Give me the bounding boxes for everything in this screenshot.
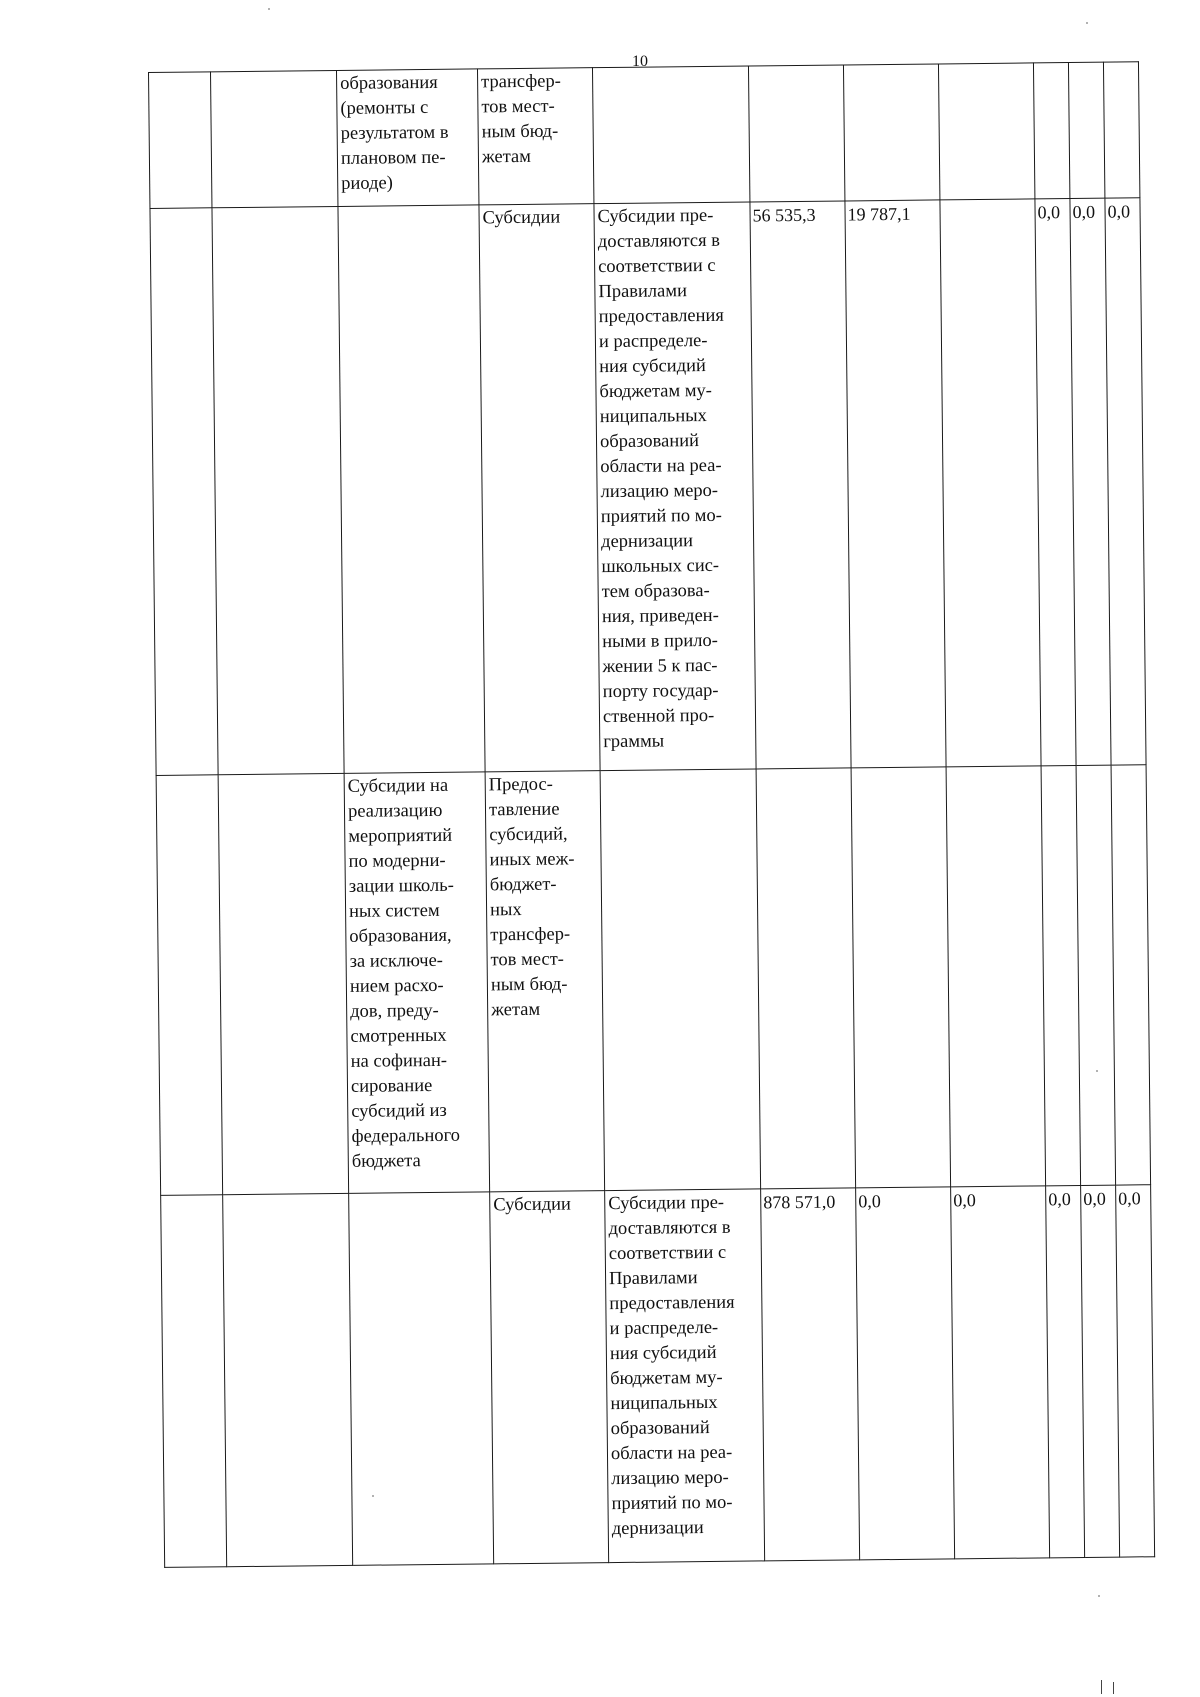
amount-cell: 0,0 [951,1186,1050,1559]
amount-cell [1076,765,1116,1185]
amount-cell: 0,0 [1046,1185,1085,1557]
amount-cell [1041,765,1081,1185]
table-cell [156,775,223,1196]
measure-name-cell [349,1192,494,1566]
scan-speck [1098,1595,1100,1597]
scan-edge-mark [1101,1680,1102,1694]
table-row [149,62,1140,209]
expense-type-cell: Субсидии [490,1191,609,1564]
expense-type-cell: Субсидии [479,204,600,772]
table-row [161,1185,1155,1568]
condition-cell: Субсидии пре- доставляются в соответствии с Правилами предоставления и распределе- ния субсидий бюджетам му- ниципальных образований области на реа- лизацию меро- приятий по мо- дернизации школьных сис- тем образова- ния, приведен- ными в прило- жении 5 к пас- порту государ- ственной про- граммы [594,202,756,771]
amount-cell [1068,62,1104,198]
amount-cell: 56 535,3 [750,201,851,769]
table-cell [218,773,349,1194]
amount-cell [843,64,939,201]
scan-edge-mark [1113,1682,1114,1694]
amount-cell [756,768,856,1189]
table-cell [212,206,344,774]
measure-name-cell: Субсидии на реализацию мероприятий по модерни- зации школь- ных систем образования, за исключе- нием расхо- дов, преду- смотренных на софинан- сирование субсидий из федерального бюджета [344,772,490,1194]
amount-cell [938,63,1034,200]
table-row [156,765,1150,1196]
amount-cell: 19 787,1 [845,200,946,768]
amount-cell: 878 571,0 [761,1188,860,1561]
measure-name-cell: образования (ремонты с результатом в плановом пе- риоде) [336,69,478,207]
amount-cell [940,199,1041,767]
subsidy-table [148,61,1155,1568]
measure-name-cell [338,205,485,773]
table-cell [150,208,218,776]
amount-cell: 0,0 [1035,199,1076,766]
amount-cell: 0,0 [856,1187,955,1560]
table-cell [161,1195,227,1568]
condition-cell [600,769,761,1191]
table-row [150,198,1146,776]
amount-cell [1111,765,1151,1185]
condition-cell [592,66,749,204]
amount-cell [748,65,844,202]
scan-speck [268,8,270,10]
page-number: 10 [632,53,648,70]
amount-cell [851,767,951,1188]
expense-type-cell: трансфер- тов мест- ным бюд- жетам [477,68,593,205]
expense-type-cell: Предос- тавление субсидий, иных меж- бюджет- ных трансфер- тов мест- ным бюд- жетам [485,771,605,1192]
scan-speck [372,1495,374,1497]
amount-cell [946,766,1046,1187]
condition-cell: Субсидии пре- доставляются в соответствии с Правилами предоставления и распределе- ния субсидий бюджетам му- ниципальных образований области на реа- лизацию меро- приятий по мо- дернизации [605,1189,765,1563]
amount-cell: 0,0 [1081,1185,1120,1557]
table-cell [149,72,212,209]
table-cell [211,70,338,207]
amount-cell: 0,0 [1070,198,1111,765]
scanned-page [148,61,1164,1572]
scan-speck [1086,22,1088,24]
scan-speck [1096,1070,1098,1072]
amount-cell: 0,0 [1116,1185,1155,1557]
amount-cell [1103,62,1139,198]
amount-cell: 0,0 [1105,198,1146,765]
amount-cell [1033,63,1069,199]
table-cell [223,1193,353,1566]
